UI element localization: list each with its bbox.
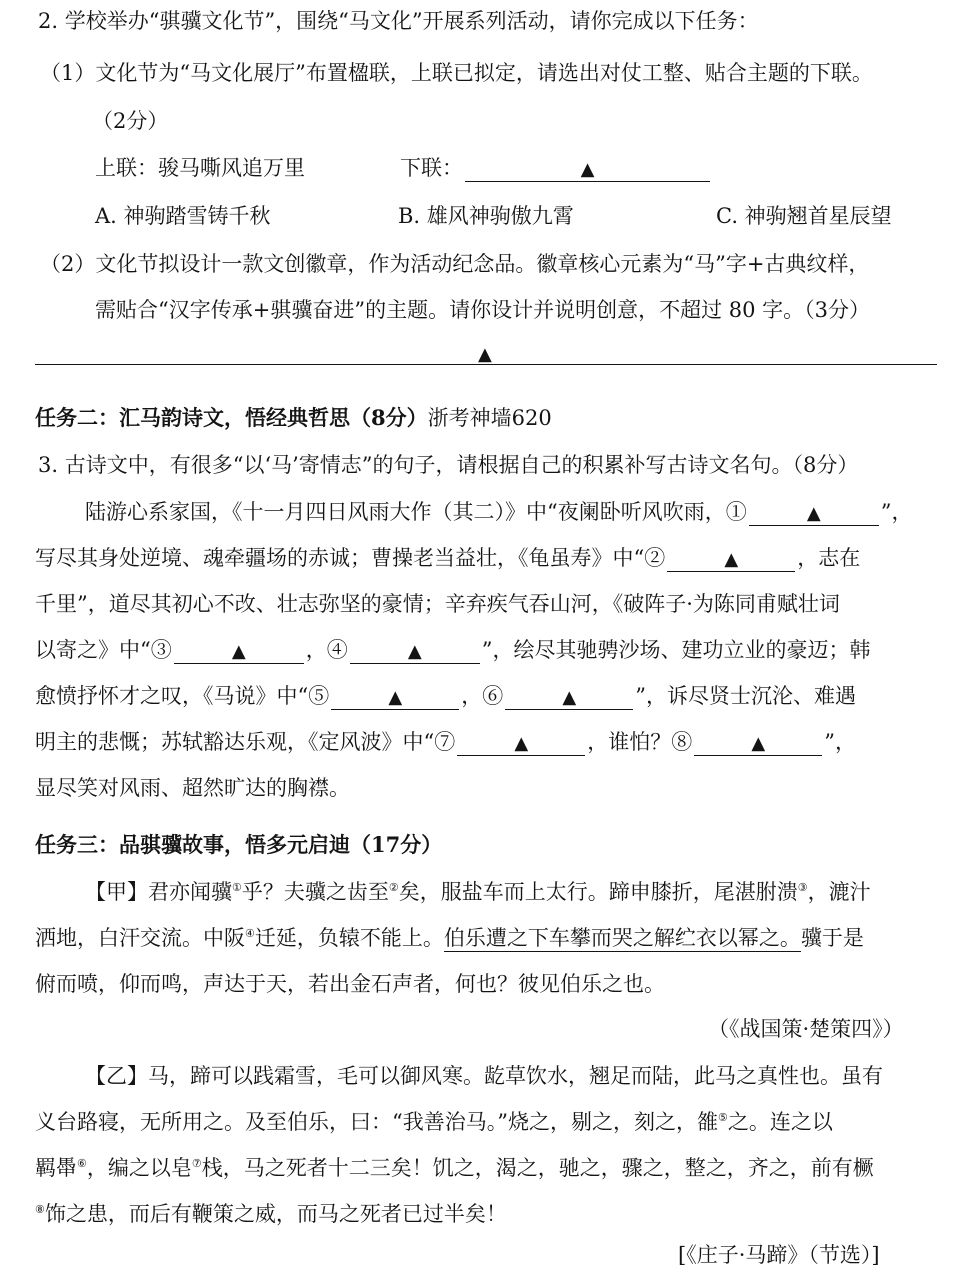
answer-blank-couplet[interactable] [465, 155, 710, 182]
q3-line-3: 千里”，道尽其初心不改、壮志弥坚的豪情；辛弃疾气吞山河，《破阵子·为陈同甫赋壮词 [35, 592, 840, 616]
q3-line-1: 陆游心系家国，《十一月四日风雨大作（其二）》中“夜阑卧听风吹雨，① ▲ ”， [85, 500, 913, 524]
jia-line-2: 洒地，白汗交流。中阪④迁延，负辕不能上。伯乐遭之下车攀而哭之解纻衣以幂之。骥于是 [35, 926, 864, 950]
yi-line-2: 义台路寝，无所用之。及至伯乐，曰：“我善治马。”烧之，剔之，刻之，雒⑤之。连之以 [35, 1110, 833, 1134]
answer-blank-8[interactable]: ▲ [694, 729, 822, 756]
option-b[interactable]: B. 雄风神驹傲九霄 [398, 204, 574, 228]
answer-blank-1[interactable]: ▲ [749, 499, 879, 526]
q3-line-4: 以寄之》中“③ ▲ ，④ ▲ ”，绘尽其驰骋沙场、建功立业的豪迈；韩 [35, 638, 871, 662]
footnote-marker: ⑧ [35, 1203, 45, 1216]
answer-blank-4[interactable]: ▲ [350, 637, 480, 664]
task3-heading: 任务三：品骐骥故事，悟多元启迪（17分） [35, 832, 443, 857]
task2-heading: 任务二：汇马韵诗文，悟经典哲思（8分） [35, 405, 428, 430]
answer-blank-6[interactable]: ▲ [505, 683, 633, 710]
answer-blank-5[interactable]: ▲ [331, 683, 459, 710]
answer-blank-7[interactable]: ▲ [457, 729, 585, 756]
answer-line-badge[interactable] [35, 364, 937, 365]
yi-line-3: 羁馽⑥，编之以皂⑦栈，马之死者十二三矣！饥之，渴之，驰之，骤之，整之，齐之，前有橛 [35, 1156, 874, 1180]
footnote-marker: ③ [797, 881, 808, 894]
yi-line-1: 【乙】马，蹄可以践霜雪，毛可以御风寒。龁草饮水，翘足而陆，此马之真性也。虽有 [85, 1064, 883, 1088]
lower-couplet-row [400, 153, 712, 183]
watermark-text: 浙考神墙620 [427, 406, 552, 430]
underlined-sentence: 伯乐遭之下车攀而哭之解纻衣以幂之。 [443, 926, 801, 950]
answer-blank-3[interactable]: ▲ [174, 637, 304, 664]
option-c[interactable]: C. 神驹翘首星辰望 [716, 204, 892, 228]
jia-source: （《战国策·楚策四》） [708, 1017, 904, 1041]
q2-part1-score: （2分） [92, 109, 169, 133]
triangle-icon: ▲ [478, 344, 492, 365]
jia-line-1: 【甲】君亦闻骥①乎？夫骥之齿至②矣，服盐车而上太行。蹄申膝折，尾湛胕溃③，漉汁 [85, 880, 871, 904]
q3-line-2: 写尽其身处逆境、魂牵疆场的赤诚；曹操老当益壮，《龟虽寿》中“② ▲ ，志在 [35, 546, 861, 570]
q2-stem: 2. 学校举办“骐骥文化节”，围绕“马文化”开展系列活动，请你完成以下任务： [38, 9, 759, 33]
q3-line-7: 显尽笑对风雨、超然旷达的胸襟。 [35, 776, 350, 800]
q2-part2-line2: 需贴合“汉字传承+骐骥奋进”的主题。请你设计并说明创意，不超过 80 字。（3分） [95, 298, 870, 322]
triangle-icon: ▲ [580, 159, 595, 180]
jia-line-3: 俯而喷，仰而鸣，声达于天，若出金石声者，何也？彼见伯乐之也。 [35, 972, 665, 996]
task2-heading-row [35, 403, 552, 433]
q3-line-5: 愈愤抒怀才之叹，《马说》中“⑤ ▲ ，⑥ ▲ ”，诉尽贤士沉沦、难遇 [35, 684, 856, 708]
option-a[interactable]: A. 神驹踏雪铸千秋 [95, 204, 271, 228]
upper-couplet: 上联：骏马嘶风追万里 [95, 156, 305, 180]
answer-blank-2[interactable]: ▲ [667, 545, 795, 572]
footnote-marker: ⑤ [717, 1111, 728, 1124]
lower-couplet-label: 下联： [400, 156, 463, 180]
q3-line-6: 明主的悲慨；苏轼豁达乐观，《定风波》中“⑦ ▲ ，谁怕？⑧ ▲ ”， [35, 730, 856, 754]
footnote-marker: ② [388, 881, 399, 894]
q2-part2-line1: （2）文化节拟设计一款文创徽章，作为活动纪念品。徽章核心元素为“马”字+古典纹样， [40, 252, 870, 276]
q3-stem: 3. 古诗文中，有很多“以‘马’寄情志”的句子，请根据自己的积累补写古诗文名句。（8分） [38, 453, 859, 477]
footnote-marker: ④ [245, 927, 255, 940]
footnote-marker: ⑦ [191, 1157, 202, 1170]
yi-source: [《庄子·马蹄》（节选）] [678, 1243, 880, 1267]
footnote-marker: ① [232, 881, 242, 894]
yi-line-4: ⑧饰之患，而后有鞭策之威，而马之死者已过半矣！ [35, 1202, 507, 1226]
q2-part1-line1: （1）文化节为“马文化展厅”布置楹联，上联已拟定，请选出对仗工整、贴合主题的下联。 [40, 61, 873, 85]
footnote-marker: ⑥ [77, 1157, 87, 1170]
